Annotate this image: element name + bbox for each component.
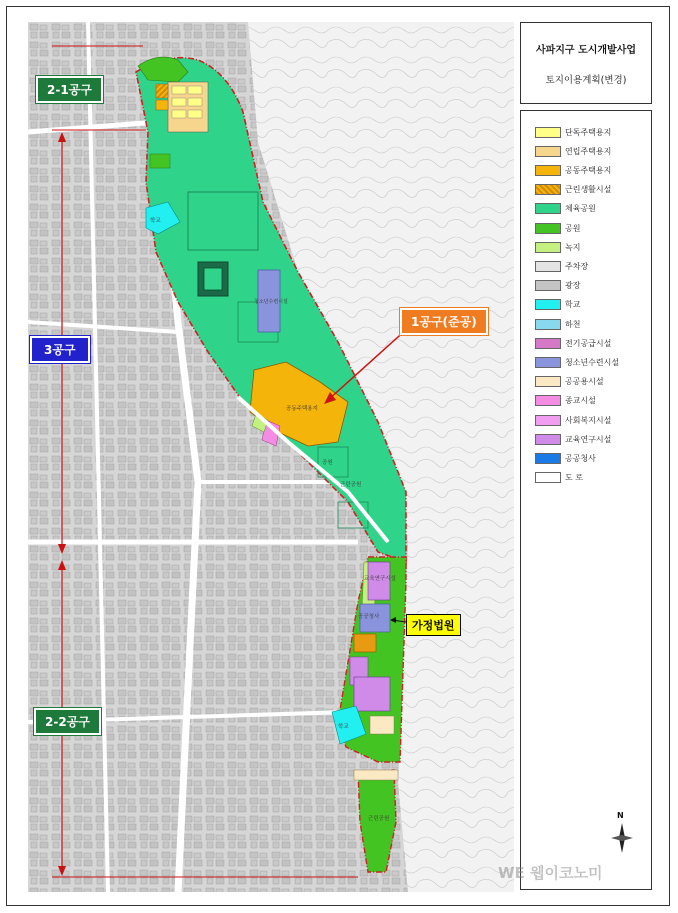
- legend-swatch: [535, 127, 561, 138]
- legend-label: 공공용시설: [565, 377, 604, 387]
- legend-item: [535, 279, 580, 293]
- legend-item: [535, 202, 596, 216]
- legend-label: 연립주택용지: [565, 146, 612, 156]
- legend-label: 청소년수련시설: [565, 357, 620, 367]
- apartment-label: 공동주택용지: [286, 406, 318, 412]
- legend-swatch: [535, 223, 561, 234]
- park-label-b: 근린공원: [340, 482, 362, 488]
- legend-item: [535, 183, 611, 197]
- zone-2-2-label: 2-2공구: [34, 708, 101, 735]
- legend-label: 녹지: [565, 242, 581, 252]
- legend-swatch: [535, 299, 561, 310]
- legend-label: 체육공원: [565, 204, 596, 214]
- legend-label: 공공청사: [565, 453, 596, 463]
- legend-item: [535, 336, 611, 350]
- legend-swatch: [535, 376, 561, 387]
- compass-icon: [611, 823, 633, 853]
- legend-swatch: [535, 203, 561, 214]
- watermark: WE 웹이코노미: [498, 864, 603, 882]
- legend-item: [535, 144, 611, 158]
- legend-swatch: [535, 165, 561, 176]
- family-court-label: 가정법원: [406, 614, 461, 636]
- legend-item: [535, 451, 596, 465]
- youth-center-label: 청소년수련시설: [254, 299, 288, 305]
- legend-swatch: [535, 261, 561, 272]
- legend-item: [535, 471, 583, 485]
- legend-item: [535, 413, 611, 427]
- legend-swatch: [535, 242, 561, 253]
- legend-swatch: [535, 184, 561, 195]
- legend-item: [535, 394, 596, 408]
- north-arrow-label: N: [617, 811, 624, 820]
- legend-label: 전기공급시설: [565, 338, 612, 348]
- legend-swatch: [535, 434, 561, 445]
- legend-label: 공원: [565, 223, 581, 233]
- legend-label: 공동주택용지: [565, 165, 612, 175]
- school-label-north: 학교: [150, 218, 161, 224]
- legend-label: 광장: [565, 281, 581, 291]
- legend-label: 하천: [565, 319, 581, 329]
- zone-1-label: 1공구(준공): [400, 308, 488, 335]
- legend-label: 사회복지시설: [565, 415, 612, 425]
- legend-label: 단독주택용지: [565, 127, 612, 137]
- legend-swatch: [535, 395, 561, 406]
- legend-swatch: [535, 357, 561, 368]
- title-box: [520, 22, 652, 104]
- project-title: 사파지구 도시개발사업: [535, 45, 637, 56]
- legend-item: [535, 375, 604, 389]
- legend-item: [535, 355, 619, 369]
- legend-label: 도 로: [565, 473, 583, 483]
- legend-item: [535, 240, 580, 254]
- legend-item: [535, 125, 611, 139]
- plan-subtitle: 토지이용계획(변경): [545, 75, 627, 86]
- legend-panel: [520, 110, 652, 890]
- legend-label: 교육연구시설: [565, 434, 612, 444]
- park-label-a: 공원: [322, 460, 333, 466]
- education-site-south[interactable]: [354, 677, 390, 711]
- public-office-label: 공공청사: [358, 614, 380, 620]
- map-graphics: [28, 22, 514, 892]
- zone-2-1-label: 2-1공구: [36, 76, 103, 103]
- legend-swatch: [535, 280, 561, 291]
- legend-item: [535, 317, 580, 331]
- legend-item: [535, 163, 611, 177]
- legend-label: 학교: [565, 300, 581, 310]
- legend-label: 근린생활시설: [565, 185, 612, 195]
- legend-swatch: [535, 338, 561, 349]
- legend-item: [535, 432, 611, 446]
- legend-label: 주차장: [565, 261, 589, 271]
- legend-swatch: [535, 472, 561, 483]
- legend-item: [535, 298, 580, 312]
- zone-3-label: 3공구: [30, 336, 90, 363]
- legend-swatch: [535, 146, 561, 157]
- legend-item: [535, 221, 580, 235]
- school-label-south: 학교: [338, 724, 349, 730]
- legend-swatch: [535, 453, 561, 464]
- neighborhood-park-label: 근린공원: [368, 816, 390, 822]
- land-use-map[interactable]: [28, 22, 514, 892]
- legend-swatch: [535, 319, 561, 330]
- education-label-north: 교육연구시설: [364, 576, 396, 582]
- legend-label: 종교시설: [565, 396, 596, 406]
- legend-swatch: [535, 415, 561, 426]
- legend-item: [535, 259, 588, 273]
